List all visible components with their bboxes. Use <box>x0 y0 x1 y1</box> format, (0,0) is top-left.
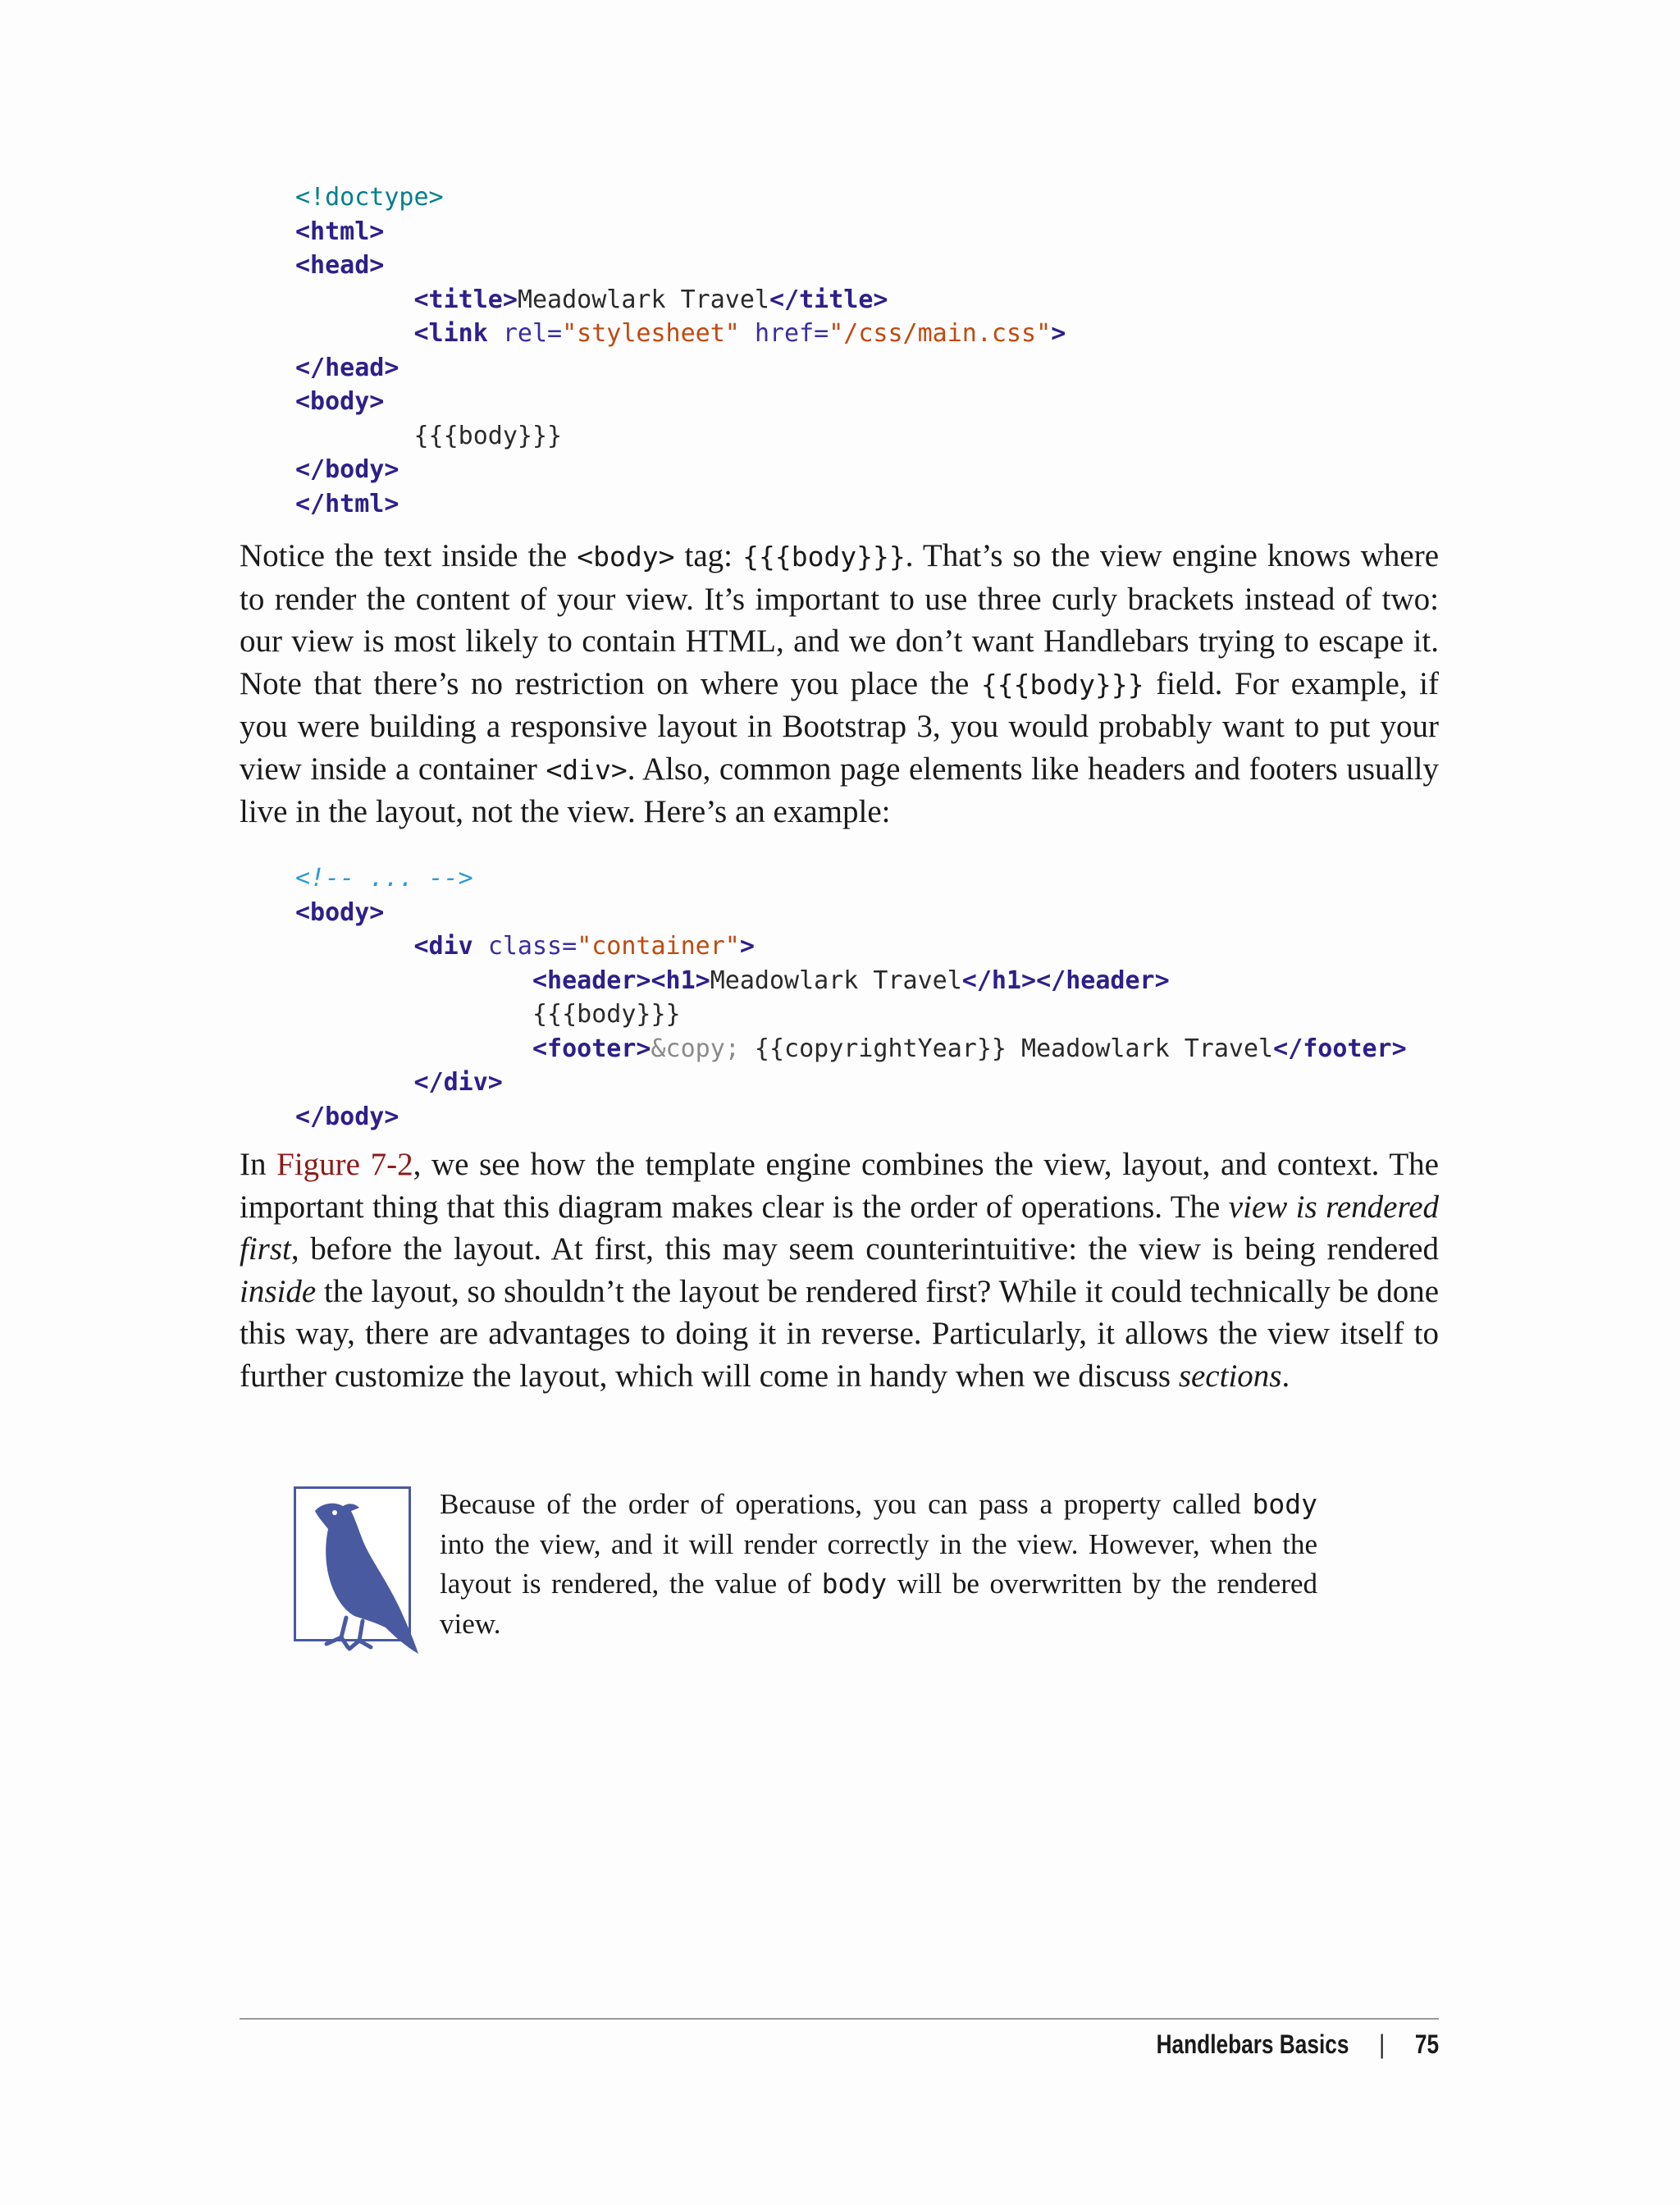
code-token: "stylesheet" <box>562 319 740 348</box>
code-line <box>295 215 1066 249</box>
code-token: <title> <box>413 285 518 314</box>
code-token: </html> <box>295 489 399 518</box>
code-token <box>295 285 414 314</box>
code-line <box>295 283 1066 317</box>
code-token <box>488 319 503 348</box>
code-token: <!-- ... --> <box>295 864 473 892</box>
code-token: </body> <box>295 1102 399 1131</box>
code-line <box>295 180 1066 215</box>
code-token <box>295 319 414 348</box>
code-line <box>295 964 1407 998</box>
code-token: </div> <box>413 1068 503 1097</box>
text-run: Because of the order of operations, you can pass a property called <box>440 1488 1253 1520</box>
paragraph <box>240 535 1439 833</box>
code-token <box>295 966 532 995</box>
code-line <box>295 1100 1407 1134</box>
code-token: {{{body}}} <box>295 421 563 450</box>
code-token <box>295 1034 532 1063</box>
code-line <box>295 998 1407 1032</box>
code-block-layout-example <box>295 861 1407 1134</box>
section-title: Handlebars Basics <box>1156 2029 1349 2059</box>
code-token: <div <box>413 932 473 961</box>
code-block-layout <box>295 180 1066 521</box>
code-token: > <box>1051 319 1066 348</box>
footer-divider <box>240 2018 1439 2020</box>
text-run: into the view, and it will render correctly in the view. However, when the layout is rendered, the value of <box>440 1527 1317 1600</box>
code-line <box>295 317 1066 351</box>
code-line <box>295 861 1407 896</box>
code-token: href= <box>754 319 829 348</box>
code-token: <link <box>413 319 488 348</box>
code-token: <body> <box>295 387 385 416</box>
emphasis: inside <box>240 1273 317 1309</box>
code-token: Meadowlark Travel <box>517 285 769 314</box>
text-run: tag: <box>674 538 743 573</box>
page-number: 75 <box>1414 2029 1439 2059</box>
code-token: </body> <box>295 455 399 484</box>
code-line <box>295 487 1066 522</box>
code-token: {{{body}}} <box>295 1000 681 1029</box>
inline-code: {{{body}}} <box>742 541 906 573</box>
footer-separator: | <box>1379 2029 1386 2059</box>
emphasis: view is rendered first <box>240 1189 1440 1267</box>
code-line <box>295 453 1066 487</box>
code-line <box>295 351 1066 386</box>
code-token: </title> <box>769 285 888 314</box>
text-run: Notice the text inside the <box>240 538 578 573</box>
text-run: . That’s so the view engine knows where to render the content of your view. It’s important to use three curly brackets instead of two: our view is most likely to contain HTML, and we don’t want Handlebars trying to escape it. Note that there’s no restriction on where you place the <box>240 538 1440 701</box>
code-line <box>295 929 1407 964</box>
code-token: &copy; <box>651 1034 740 1063</box>
code-line <box>295 896 1407 930</box>
code-line <box>295 1066 1407 1100</box>
code-token: Meadowlark Travel <box>710 966 962 995</box>
figure-cross-reference-link[interactable]: Figure 7-2 <box>276 1147 413 1182</box>
code-token <box>295 932 414 961</box>
code-token <box>473 932 488 961</box>
code-token <box>740 319 755 348</box>
text-run: . <box>1281 1358 1290 1394</box>
text-run: field. For example, if you were building a responsive layout in Bootstrap 3, you would probably want to put your view inside a container <box>240 665 1440 787</box>
code-line <box>295 249 1066 283</box>
code-line <box>295 385 1066 419</box>
text-run: . Also, common page elements like headers and footers usually live in the layout, not the view. Here’s an example: <box>240 751 1439 829</box>
code-token: <!doctype> <box>295 183 444 212</box>
code-token: <head> <box>295 251 385 280</box>
code-token: </head> <box>295 353 399 382</box>
code-token: <footer> <box>532 1034 651 1063</box>
inline-code: <body> <box>577 541 675 573</box>
code-line <box>295 1032 1407 1066</box>
text-run: the layout, so shouldn’t the layout be rendered first? While it could technically be done this way, there are advantages to doing it in reverse. Particularly, it allows the view itself to further customize the layout, which will come in handy when we discuss <box>240 1273 1439 1394</box>
code-token: </footer> <box>1273 1034 1407 1063</box>
code-token: </h1></header> <box>961 966 1170 995</box>
code-token: rel= <box>502 319 563 348</box>
code-token: <header><h1> <box>532 966 710 995</box>
inline-code: <div> <box>546 753 628 786</box>
inline-code: body <box>1252 1488 1317 1520</box>
code-token: > <box>739 932 755 961</box>
code-token: "/css/main.css" <box>829 319 1052 348</box>
code-token: "container" <box>577 932 740 961</box>
code-token: <html> <box>295 217 385 246</box>
code-token: <body> <box>295 897 385 927</box>
running-footer <box>1157 2029 1439 2060</box>
inline-code: {{{body}}} <box>980 668 1144 701</box>
text-run: In <box>240 1147 277 1182</box>
paragraph <box>240 1144 1439 1397</box>
note-text <box>440 1485 1317 1644</box>
text-run: will be overwritten by the rendered view. <box>440 1568 1318 1640</box>
text-run: , before the layout. At first, this may seem counterintuitive: the view is being rendered <box>290 1231 1439 1267</box>
crow-icon <box>294 1486 425 1660</box>
code-token: {{copyrightYear}} Meadowlark Travel <box>739 1034 1274 1063</box>
code-token: class= <box>487 932 578 961</box>
code-token <box>295 1068 414 1097</box>
emphasis: sections <box>1178 1358 1282 1394</box>
code-line <box>295 419 1066 454</box>
inline-code: body <box>821 1568 888 1600</box>
text-run: , we see how the template engine combines the view, layout, and context. The important thing that this diagram makes clear is the order of operations. The <box>240 1147 1439 1225</box>
